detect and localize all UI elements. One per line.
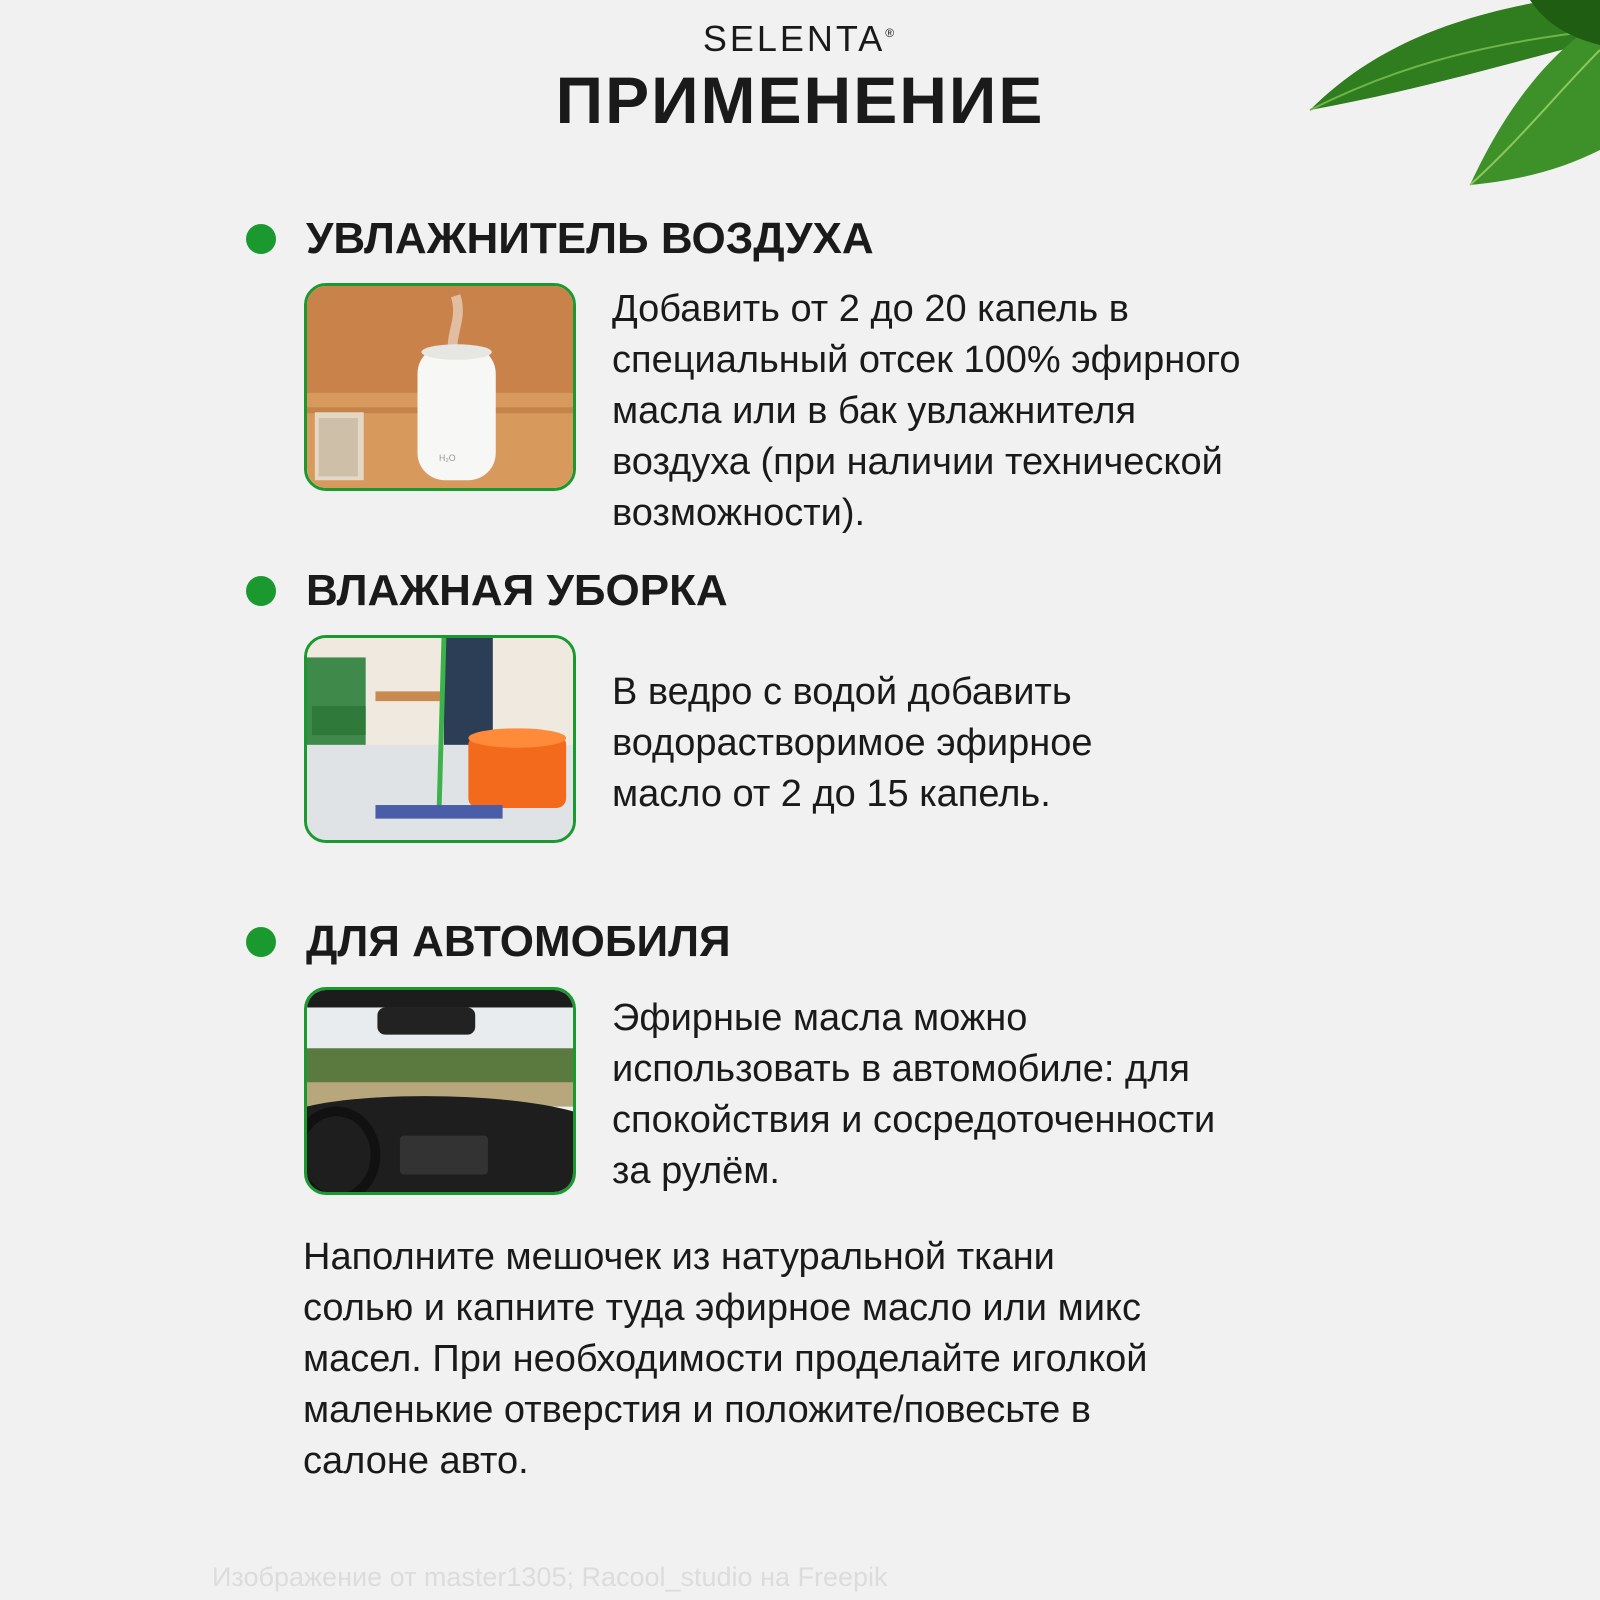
brand-name: SELENTA [702,18,886,59]
heading-text: ДЛЯ АВТОМОБИЛЯ [306,917,731,966]
text-line: салоне авто. [303,1440,529,1482]
car-photo [304,987,576,1195]
page-title: ПРИМЕНЕНИЕ [555,63,1045,137]
humidifier-photo [304,283,576,491]
text-line: масло от 2 до 15 капель. [612,773,1051,815]
text-line: масел. При необходимости проделайте иголкой [303,1338,1148,1380]
text-line: возможности). [612,492,866,534]
bullet-dot [246,576,276,606]
h2o-label: H₂O [439,452,456,463]
section-text-cleaning [612,667,1412,820]
section-text-humidifier [612,284,1412,539]
text-line: Эфирные масла можно [612,997,1028,1039]
heading-text: УВЛАЖНИТЕЛЬ ВОЗДУХА [306,214,874,263]
text-line: Добавить от 2 до 20 капель в [612,288,1129,330]
text-line: Наполните мешочек из натуральной ткани [303,1236,1055,1278]
image-credit: Изображение от master1305; Racool_studio на Freepik [212,1562,888,1592]
text-line: В ведро с водой добавить [612,671,1072,713]
cleaning-photo [304,635,576,843]
text-line: водорастворимое эфирное [612,722,1093,764]
section-text-car [612,993,1412,1197]
text-line: маленькие отверстия и положите/повесьте в [303,1389,1091,1431]
bullet-dot [246,224,276,254]
text-line: масла или в бак увлажнителя [612,390,1137,432]
section-heading-humidifier [246,214,874,264]
leaf-decoration [1300,0,1600,200]
text-line: специальный отсек 100% эфирного [612,339,1241,381]
bottom-paragraph [303,1232,1403,1487]
text-line: использовать в автомобиле: для [612,1048,1190,1090]
text-line: воздуха (при наличии технической [612,441,1223,483]
text-line: за рулём. [612,1150,780,1192]
registered-mark: ® [885,26,898,40]
section-heading-cleaning [246,566,728,616]
heading-text: ВЛАЖНАЯ УБОРКА [306,566,728,615]
section-heading-car [246,917,731,967]
bullet-dot [246,927,276,957]
text-line: спокойствия и сосредоточенности [612,1099,1216,1141]
text-line: солью и капните туда эфирное масло или микс [303,1287,1141,1329]
